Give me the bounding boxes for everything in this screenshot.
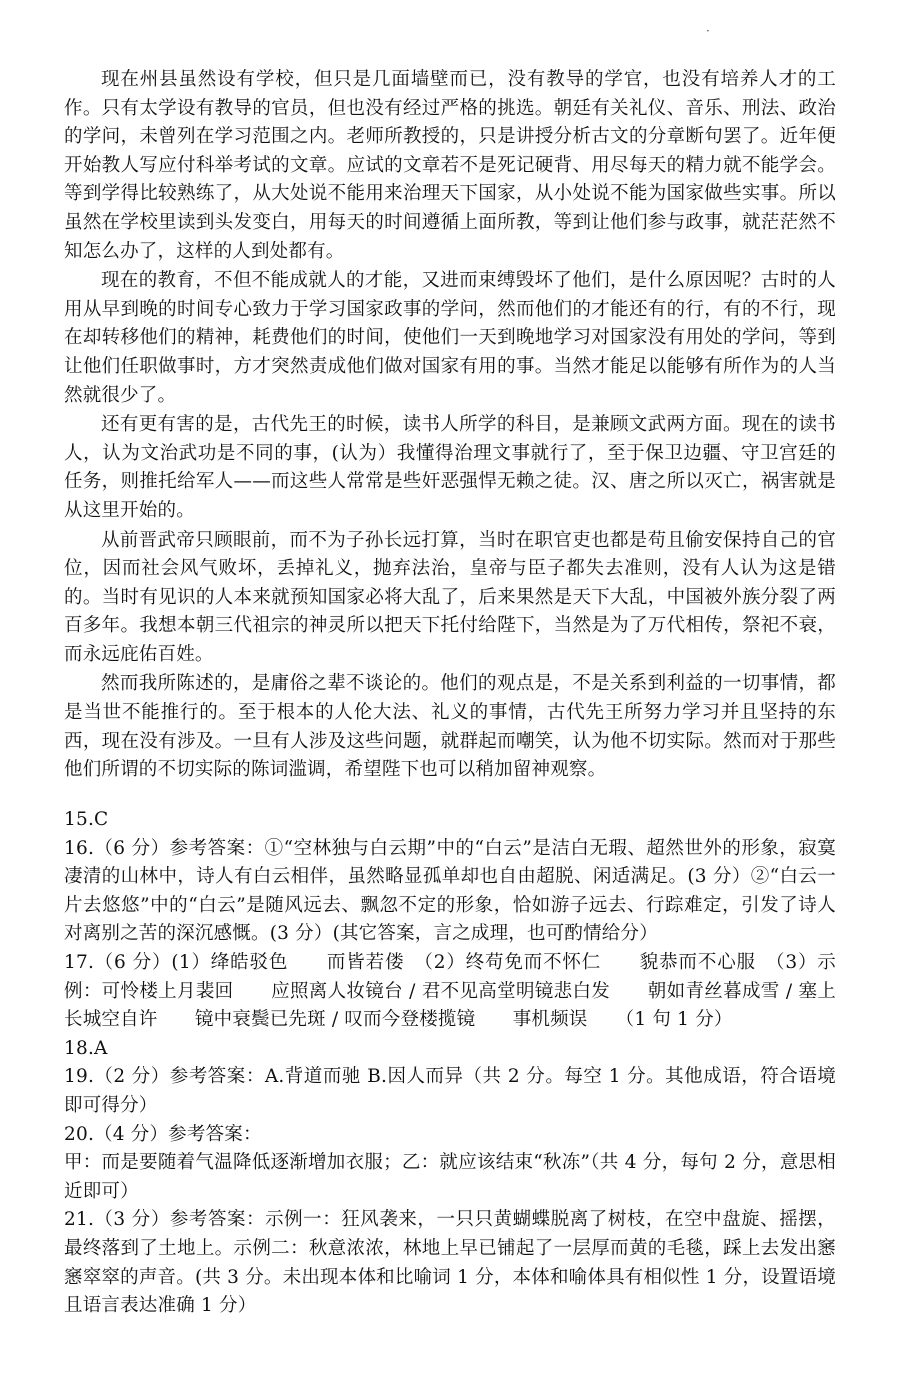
translation-paragraph: 现在的教育，不但不能成就人的才能，又进而束缚毁坏了他们，是什么原因呢？古时的人用从早到晚的时间专心致力于学习国家政事的学问，然而他们的才能还有的行，有的不行，现在却转移他们的精神，耗费他们的时间，使他们一天到晚地学习对国家没有用处的学问，等到让他们任职做事时，方才突然责成他们做对国家有用的事。当然才能足以能够有所作为的人当然就很少了。 — [64, 270, 836, 406]
answer-17: 17.（6 分）(1）绛皓驳色 而皆若偻 （2）终苟免而不怀仁 貌恭而不心服 （3）示例：可怜楼上月裴回 应照离人妆镜台 / 君不见高堂明镜悲白发 朝如青丝暮成雪 / 塞上长城空自许 镜中衰鬓已先斑 / 叹而今登楼揽镜 事机频误 （1 句 1 分） — [64, 951, 836, 1031]
answer-15: 15.C — [64, 809, 109, 830]
answer-19: 19.（2 分）参考答案：A.背道而驰 B.因人而异（共 2 分。每空 1 分。其他成语，符合语境即可得分） — [64, 1066, 836, 1116]
answer-18: 18.A — [64, 1037, 108, 1059]
answer-21: 21.（3 分）参考答案：示例一：狂风袭来，一只只黄蝴蝶脱离了树枝，在空中盘旋、摇摆，最终落到了土地上。示例二：秋意浓浓，林地上早已铺起了一层厚而黄的毛毯，踩上去发出窸窸窣窣的声音。(共 3 分。未出现本体和比喻词 1 分，本体和喻体具有相似性 1 分，设置语境且语言表达准确 1 分） — [64, 1209, 836, 1317]
header-mark: · — [706, 24, 710, 38]
answer-16: 16.（6 分）参考答案：①“空林独与白云期”中的“白云”是洁白无瑕、超然世外的形象，寂寞凄清的山林中，诗人有白云相伴，虽然略显孤单却也自由超脱、闲适满足。(3 分）②“白云一片去悠悠”中的“白云”是随风远去、飘忽不定的形象，恰如游子远去、行踪难定，引发了诗人对离别之苦的深沉感慨。(3 分）(其它答案，言之成理，也可酌情给分） — [64, 837, 837, 945]
translation-paragraph: 然而我所陈述的，是庸俗之辈不谈论的。他们的观点是，不是关系到利益的一切事情，都是当世不能推行的。至于根本的人伦大法、礼义的事情，古代先王所努力学习并且坚持的东西，现在没有涉及。一旦有人涉及这些问题，就群起而嘲笑，认为他不切实际。然而对于那些他们所谓的不切实际的陈词滥调，希望陛下也可以稍加留神观察。 — [64, 673, 836, 781]
answer-20-body: 甲：而是要随着气温降低逐渐增加衣服；乙：就应该结束“秋冻”（共 4 分，每句 2 分，意思相近即可） — [64, 1152, 836, 1202]
translation-section — [64, 66, 836, 786]
answer-20-heading: 20.（4 分）参考答案： — [64, 1123, 262, 1145]
answer-section — [64, 806, 836, 1321]
translation-paragraph: 现在州县虽然设有学校，但只是几面墙壁而已，没有教导的学官，也没有培养人才的工作。只有太学设有教导的官员，但也没有经过严格的挑选。朝廷有关礼仪、音乐、刑法、政治的学问，未曾列在学习范围之内。老师所教授的，只是讲授分析古文的分章断句罢了。近年便开始教人写应付科举考试的文章。应试的文章若不是死记硬背、用尽每天的精力就不能学会。等到学得比较熟练了，从大处说不能用来治理天下国家，从小处说不能为国家做些实事。所以虽然在学校里读到头发变白，用每天的时间遵循上面所教，等到让他们参与政事，就茫茫然不知怎么办了，这样的人到处都有。 — [64, 69, 836, 262]
translation-paragraph: 从前晋武帝只顾眼前，而不为子孙长远打算，当时在职官吏也都是苟且偷安保持自己的官位，因而社会风气败坏，丢掉礼义，抛弃法治，皇帝与臣子都失去准则，没有人认为这是错的。当时有见识的人本来就预知国家必将大乱了，后来果然是天下大乱，中国被外族分裂了两百多年。我想本朝三代祖宗的神灵所以把天下托付给陛下，当然是为了万代相传，祭祀不衰，而永远庇佑百姓。 — [64, 529, 836, 665]
translation-paragraph: 还有更有害的是，古代先王的时候，读书人所学的科目，是兼顾文武两方面。现在的读书人，认为文治武功是不同的事，(认为）我懂得治理文事就行了，至于保卫边疆、守卫宫廷的任务，则推托给军人——而这些人常常是些奸恶强悍无赖之徒。汉、唐之所以灭亡，祸害就是从这里开始的。 — [64, 414, 836, 521]
